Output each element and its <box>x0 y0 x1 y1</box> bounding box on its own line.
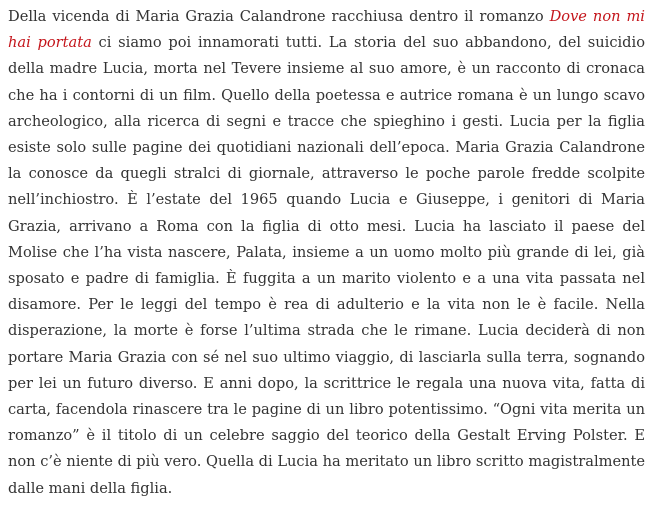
paragraph-intro-text: Della vicenda di Maria Grazia Calandrone racchiusa dentro il romanzo <box>8 8 550 25</box>
article-paragraph <box>8 4 645 502</box>
paragraph-body-text: ci siamo poi innamorati tutti. La storia del suo abbandono, del suicidio della madre Lucia, morta nel Tevere insieme al suo amore, è un racconto di cronaca che ha i contorni di un film. Quello della poetessa e autrice romana è un lungo scavo archeologico, alla ricerca di segni e tracce che spieghino i gesti. Lucia per la figlia esiste solo sulle pagine dei quotidiani nazionali dell’epoca. Maria Grazia Calandrone la conosce da quegli stralci di giornale, attraverso le poche parole fredde scolpite nell’inchiostro. È l’estate del 1965 quando Lucia e Giuseppe, i genitori di Maria Grazia, arrivano a Roma con la figlia di otto mesi. Lucia ha lasciato il paese del Molise che l’ha vista nascere, Palata, insieme a un uomo molto più grande di lei, già sposato e padre di famiglia. È fuggita a un marito violento e a una vita passata nel disamore. Per le leggi del tempo è rea di adulterio e la vita non le è facile. Nella disperazione, la morte è forse l’ultima strada che le rimane. Lucia deciderà di non portare Maria Grazia con sé nel suo ultimo viaggio, di lasciarla sulla terra, sognando per lei un futuro diverso. E anni dopo, la scrittrice le regala una nuova vita, fatta di carta, facendola rinascere tra le pagine di un libro potentissimo. “Ogni vita merita un romanzo” è il titolo di un celebre saggio del teorico della Gestalt Erving Polster. E non c’è niente di più vero. Quella di Lucia ha meritato un libro scritto magistralmente dalle mani della figlia. <box>8 34 645 497</box>
book-title-link[interactable]: Dove non mi hai portata <box>8 8 645 52</box>
